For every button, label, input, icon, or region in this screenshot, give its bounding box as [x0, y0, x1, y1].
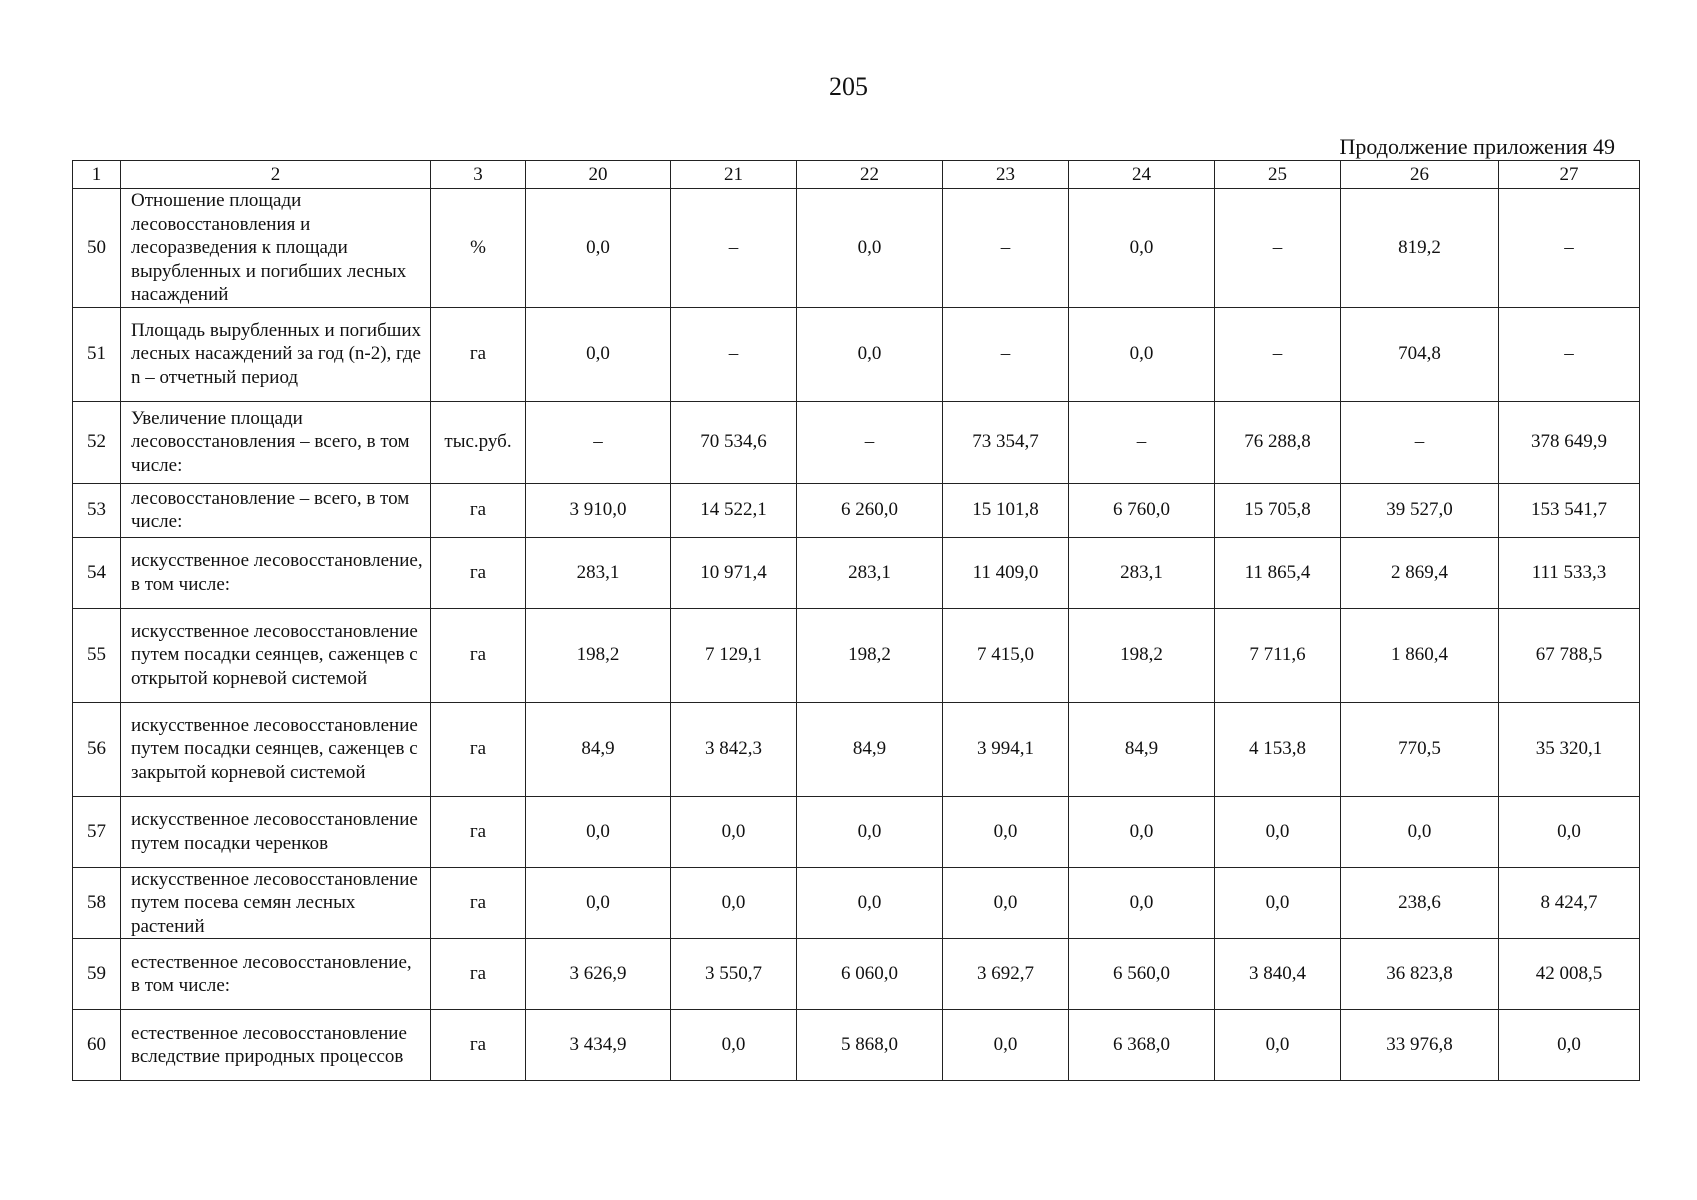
value-cell: 0,0 [797, 867, 943, 939]
unit-cell: % [431, 189, 526, 308]
header-cell: 3 [431, 161, 526, 189]
header-cell: 1 [73, 161, 121, 189]
value-cell: – [797, 401, 943, 483]
header-cell: 25 [1215, 161, 1341, 189]
table-row [73, 608, 1640, 702]
value-cell: 7 711,6 [1215, 608, 1341, 702]
table-row [73, 702, 1640, 796]
row-number-cell: 60 [73, 1010, 121, 1081]
value-cell: 770,5 [1341, 702, 1499, 796]
value-cell: 283,1 [797, 537, 943, 608]
header-cell: 27 [1499, 161, 1640, 189]
value-cell: – [943, 307, 1069, 401]
value-cell: – [943, 189, 1069, 308]
indicator-name-cell: искусственное лесовосстановление, в том числе: [121, 537, 431, 608]
table-row [73, 189, 1640, 308]
unit-cell: га [431, 483, 526, 537]
value-cell: 84,9 [1069, 702, 1215, 796]
value-cell: 0,0 [1499, 1010, 1640, 1081]
row-number-cell: 51 [73, 307, 121, 401]
value-cell: 0,0 [1215, 1010, 1341, 1081]
value-cell: 0,0 [943, 867, 1069, 939]
unit-cell: га [431, 608, 526, 702]
row-number-cell: 55 [73, 608, 121, 702]
indicator-name-cell: естественное лесовосстановление вследствие природных процессов [121, 1010, 431, 1081]
row-number-cell: 52 [73, 401, 121, 483]
value-cell: 0,0 [1215, 796, 1341, 867]
value-cell: 6 060,0 [797, 939, 943, 1010]
value-cell: 11 409,0 [943, 537, 1069, 608]
value-cell: 84,9 [526, 702, 671, 796]
value-cell: 0,0 [526, 796, 671, 867]
header-cell: 24 [1069, 161, 1215, 189]
value-cell: 6 760,0 [1069, 483, 1215, 537]
value-cell: 3 840,4 [1215, 939, 1341, 1010]
value-cell: 76 288,8 [1215, 401, 1341, 483]
row-number-cell: 59 [73, 939, 121, 1010]
value-cell: 111 533,3 [1499, 537, 1640, 608]
value-cell: 3 434,9 [526, 1010, 671, 1081]
header-cell: 2 [121, 161, 431, 189]
table-row [73, 939, 1640, 1010]
unit-cell: тыс.руб. [431, 401, 526, 483]
table-row [73, 537, 1640, 608]
value-cell: 3 994,1 [943, 702, 1069, 796]
value-cell: 0,0 [1215, 867, 1341, 939]
value-cell: 378 649,9 [1499, 401, 1640, 483]
table-body [73, 189, 1640, 1081]
indicator-name-cell: искусственное лесовосстановление путем посева семян лесных растений [121, 867, 431, 939]
indicator-name-cell: Отношение площади лесовосстановления и лесоразведения к площади вырубленных и погибших лесных насаждений [121, 189, 431, 308]
row-number-cell: 54 [73, 537, 121, 608]
unit-cell: га [431, 1010, 526, 1081]
table-row [73, 483, 1640, 537]
value-cell: 3 626,9 [526, 939, 671, 1010]
value-cell: 1 860,4 [1341, 608, 1499, 702]
value-cell: 819,2 [1341, 189, 1499, 308]
value-cell: 36 823,8 [1341, 939, 1499, 1010]
value-cell: 3 550,7 [671, 939, 797, 1010]
indicator-name-cell: Увеличение площади лесовосстановления – всего, в том числе: [121, 401, 431, 483]
row-number-cell: 57 [73, 796, 121, 867]
value-cell: 73 354,7 [943, 401, 1069, 483]
indicator-name-cell: искусственное лесовосстановление путем посадки сеянцев, саженцев с закрытой корневой системой [121, 702, 431, 796]
header-cell: 26 [1341, 161, 1499, 189]
table-row [73, 401, 1640, 483]
row-number-cell: 56 [73, 702, 121, 796]
value-cell: 3 842,3 [671, 702, 797, 796]
unit-cell: га [431, 796, 526, 867]
value-cell: 0,0 [526, 867, 671, 939]
value-cell: 0,0 [943, 796, 1069, 867]
value-cell: 198,2 [1069, 608, 1215, 702]
value-cell: 0,0 [1499, 796, 1640, 867]
value-cell: 7 129,1 [671, 608, 797, 702]
value-cell: – [1215, 307, 1341, 401]
value-cell: – [1499, 307, 1640, 401]
header-cell: 22 [797, 161, 943, 189]
value-cell: 3 910,0 [526, 483, 671, 537]
value-cell: 283,1 [526, 537, 671, 608]
table-row [73, 796, 1640, 867]
header-cell: 21 [671, 161, 797, 189]
value-cell: 6 260,0 [797, 483, 943, 537]
value-cell: 39 527,0 [1341, 483, 1499, 537]
value-cell: – [671, 189, 797, 308]
value-cell: 198,2 [526, 608, 671, 702]
value-cell: 3 692,7 [943, 939, 1069, 1010]
value-cell: 0,0 [797, 307, 943, 401]
value-cell: – [1215, 189, 1341, 308]
value-cell: – [1069, 401, 1215, 483]
value-cell: 4 153,8 [1215, 702, 1341, 796]
value-cell: 5 868,0 [797, 1010, 943, 1081]
value-cell: 0,0 [1069, 307, 1215, 401]
unit-cell: га [431, 939, 526, 1010]
value-cell: 0,0 [1069, 867, 1215, 939]
value-cell: 11 865,4 [1215, 537, 1341, 608]
indicator-name-cell: Площадь вырубленных и погибших лесных насаждений за год (n-2), где n – отчетный период [121, 307, 431, 401]
row-number-cell: 58 [73, 867, 121, 939]
data-table [72, 160, 1640, 1081]
value-cell: 0,0 [797, 796, 943, 867]
table-header-row [73, 161, 1640, 189]
header-cell: 23 [943, 161, 1069, 189]
value-cell: 33 976,8 [1341, 1010, 1499, 1081]
value-cell: 6 560,0 [1069, 939, 1215, 1010]
value-cell: 10 971,4 [671, 537, 797, 608]
value-cell: 7 415,0 [943, 608, 1069, 702]
value-cell: – [671, 307, 797, 401]
unit-cell: га [431, 867, 526, 939]
value-cell: 0,0 [797, 189, 943, 308]
indicator-name-cell: искусственное лесовосстановление путем посадки черенков [121, 796, 431, 867]
header-cell: 20 [526, 161, 671, 189]
value-cell: 14 522,1 [671, 483, 797, 537]
table-row [73, 867, 1640, 939]
indicator-name-cell: лесовосстановление – всего, в том числе: [121, 483, 431, 537]
appendix-continuation-label: Продолжение приложения 49 [1339, 134, 1615, 159]
value-cell: – [1499, 189, 1640, 308]
indicator-name-cell: естественное лесовосстановление, в том числе: [121, 939, 431, 1010]
value-cell: – [526, 401, 671, 483]
value-cell: 35 320,1 [1499, 702, 1640, 796]
value-cell: 153 541,7 [1499, 483, 1640, 537]
value-cell: 283,1 [1069, 537, 1215, 608]
value-cell: – [1341, 401, 1499, 483]
value-cell: 6 368,0 [1069, 1010, 1215, 1081]
unit-cell: га [431, 537, 526, 608]
value-cell: 0,0 [671, 796, 797, 867]
indicator-name-cell: искусственное лесовосстановление путем посадки сеянцев, саженцев с открытой корневой системой [121, 608, 431, 702]
value-cell: 2 869,4 [1341, 537, 1499, 608]
value-cell: 238,6 [1341, 867, 1499, 939]
value-cell: 0,0 [526, 189, 671, 308]
value-cell: 0,0 [671, 1010, 797, 1081]
value-cell: 8 424,7 [1499, 867, 1640, 939]
value-cell: 70 534,6 [671, 401, 797, 483]
value-cell: 15 101,8 [943, 483, 1069, 537]
page-number: 205 [829, 72, 868, 101]
value-cell: 0,0 [1341, 796, 1499, 867]
unit-cell: га [431, 702, 526, 796]
value-cell: 704,8 [1341, 307, 1499, 401]
row-number-cell: 50 [73, 189, 121, 308]
value-cell: 0,0 [526, 307, 671, 401]
value-cell: 42 008,5 [1499, 939, 1640, 1010]
table-row [73, 1010, 1640, 1081]
value-cell: 198,2 [797, 608, 943, 702]
value-cell: 84,9 [797, 702, 943, 796]
row-number-cell: 53 [73, 483, 121, 537]
table-row [73, 307, 1640, 401]
value-cell: 0,0 [1069, 189, 1215, 308]
value-cell: 0,0 [671, 867, 797, 939]
value-cell: 67 788,5 [1499, 608, 1640, 702]
value-cell: 0,0 [1069, 796, 1215, 867]
value-cell: 15 705,8 [1215, 483, 1341, 537]
value-cell: 0,0 [943, 1010, 1069, 1081]
unit-cell: га [431, 307, 526, 401]
